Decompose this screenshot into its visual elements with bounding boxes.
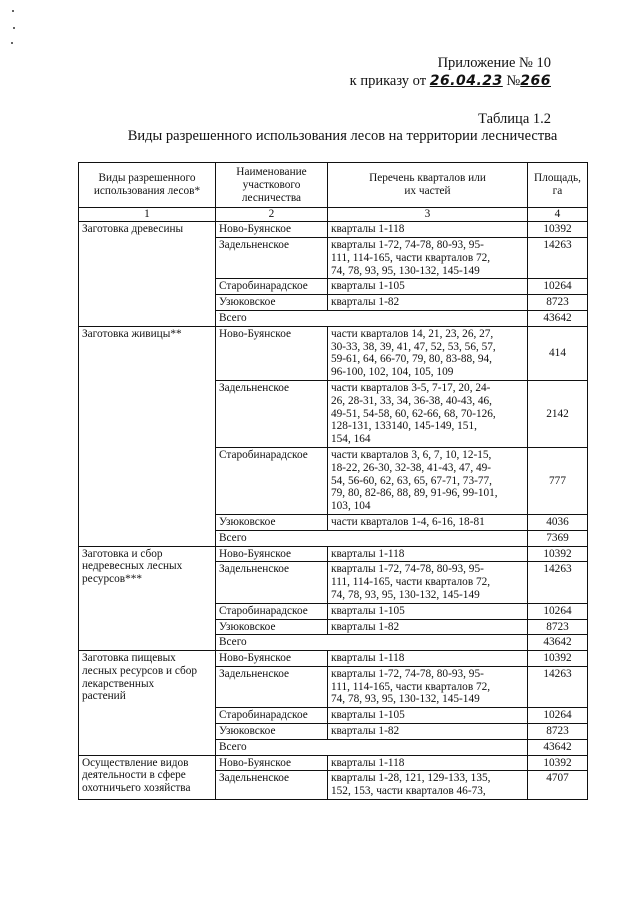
quarters-cell: кварталы 1-105 <box>328 708 528 724</box>
forestry-cell: Старобинарадское <box>216 603 328 619</box>
table-row <box>79 326 588 380</box>
area-cell: 8723 <box>528 724 588 740</box>
use-type-cell: Заготовка и сбор недревесных лесных ресурсов*** <box>79 546 216 651</box>
quarters-cell: кварталы 1-72, 74-78, 80-93, 95- 111, 114-165, части кварталов 72, 74, 78, 93, 95, 130-132, 145-149 <box>328 666 528 707</box>
area-cell: 10392 <box>528 651 588 667</box>
forestry-cell: Задельненское <box>216 666 328 707</box>
forestry-cell: Старобинарадское <box>216 447 328 514</box>
scan-speck <box>12 10 14 12</box>
quarters-cell: кварталы 1-82 <box>328 724 528 740</box>
column-number: 3 <box>328 208 528 222</box>
forestry-cell: Узюковское <box>216 619 328 635</box>
column-header: Наименование участкового лесничества <box>216 163 328 208</box>
use-type-cell: Осуществление видов деятельности в сфере охотничьего хозяйства <box>79 755 216 799</box>
column-header: Площадь, га <box>528 163 588 208</box>
area-cell: 8723 <box>528 619 588 635</box>
quarters-cell: кварталы 1-118 <box>328 222 528 238</box>
forestry-cell: Ново-Буянское <box>216 222 328 238</box>
quarters-cell: кварталы 1-72, 74-78, 80-93, 95- 111, 114-165, части кварталов 72, 74, 78, 93, 95, 130-132, 145-149 <box>328 562 528 603</box>
scan-speck <box>11 42 13 44</box>
forestry-cell: Задельненское <box>216 562 328 603</box>
quarters-cell: кварталы 1-118 <box>328 755 528 771</box>
area-cell: 4036 <box>528 514 588 530</box>
area-cell: 14263 <box>528 237 588 278</box>
total-value: 43642 <box>528 310 588 326</box>
forestry-cell: Ново-Буянское <box>216 326 328 380</box>
area-cell: 4707 <box>528 771 588 800</box>
document-title: Виды разрешенного использования лесов на территории лесничества <box>127 128 558 144</box>
area-cell: 777 <box>528 447 588 514</box>
quarters-cell: части кварталов 3-5, 7-17, 20, 24- 26, 28-31, 33, 34, 36-38, 40-43, 46, 49-51, 54-58, 60, 62-66, 68, 70-126, 128-131, 133140, 145-149, 151, 154, 164 <box>328 380 528 447</box>
quarters-cell: кварталы 1-118 <box>328 651 528 667</box>
quarters-cell: кварталы 1-105 <box>328 279 528 295</box>
forestry-cell: Задельненское <box>216 771 328 800</box>
table-row <box>79 222 588 238</box>
total-value: 43642 <box>528 635 588 651</box>
total-label: Всего <box>216 635 528 651</box>
table-row <box>79 546 588 562</box>
area-cell: 414 <box>528 326 588 380</box>
forestry-cell: Ново-Буянское <box>216 546 328 562</box>
total-label: Всего <box>216 530 528 546</box>
use-type-cell: Заготовка пищевых лесных ресурсов и сбор лекарственных растений <box>79 651 216 756</box>
use-type-cell: Заготовка живицы** <box>79 326 216 546</box>
appendix-block <box>350 54 551 90</box>
header-row <box>79 163 588 208</box>
order-date: 26.04.23 <box>429 73 503 89</box>
number-sign: № <box>506 73 521 89</box>
area-cell: 10392 <box>528 546 588 562</box>
forestry-cell: Узюковское <box>216 295 328 311</box>
forestry-cell: Ново-Буянское <box>216 755 328 771</box>
forest-use-table <box>78 162 588 800</box>
quarters-cell: части кварталов 3, 6, 7, 10, 12-15, 18-22, 26-30, 32-38, 41-43, 47, 49- 54, 56-60, 62, 63, 65, 67-71, 73-77, 79, 80, 82-86, 88, 89, 91-96, 99-101, 103, 104 <box>328 447 528 514</box>
forestry-cell: Старобинарадское <box>216 279 328 295</box>
area-cell: 10264 <box>528 708 588 724</box>
appendix-title: Приложение № 10 <box>437 55 551 71</box>
area-cell: 10264 <box>528 603 588 619</box>
column-numbers-row <box>79 208 588 222</box>
quarters-cell: кварталы 1-72, 74-78, 80-93, 95- 111, 114-165, части кварталов 72, 74, 78, 93, 95, 130-132, 145-149 <box>328 237 528 278</box>
order-prefix: к приказу от <box>349 73 427 89</box>
forestry-cell: Ново-Буянское <box>216 651 328 667</box>
forestry-cell: Старобинарадское <box>216 708 328 724</box>
column-number: 4 <box>528 208 588 222</box>
forestry-cell: Задельненское <box>216 237 328 278</box>
use-type-cell: Заготовка древесины <box>79 222 216 327</box>
total-label: Всего <box>216 739 528 755</box>
quarters-cell: кварталы 1-82 <box>328 619 528 635</box>
table-row <box>79 755 588 771</box>
forestry-cell: Задельненское <box>216 380 328 447</box>
total-label: Всего <box>216 310 528 326</box>
total-value: 7369 <box>528 530 588 546</box>
quarters-cell: части кварталов 1-4, 6-16, 18-81 <box>328 514 528 530</box>
quarters-cell: кварталы 1-28, 121, 129-133, 135, 152, 153, части кварталов 46-73, <box>328 771 528 800</box>
table-label: Таблица 1.2 <box>478 111 551 127</box>
area-cell: 10264 <box>528 279 588 295</box>
area-cell: 8723 <box>528 295 588 311</box>
area-cell: 2142 <box>528 380 588 447</box>
order-reference <box>350 72 551 90</box>
area-cell: 14263 <box>528 666 588 707</box>
quarters-cell: кварталы 1-105 <box>328 603 528 619</box>
order-number: 266 <box>520 73 551 89</box>
area-cell: 10392 <box>528 222 588 238</box>
forestry-cell: Узюковское <box>216 514 328 530</box>
quarters-cell: кварталы 1-82 <box>328 295 528 311</box>
area-cell: 14263 <box>528 562 588 603</box>
column-number: 1 <box>79 208 216 222</box>
area-cell: 10392 <box>528 755 588 771</box>
column-header: Виды разрешенного использования лесов* <box>79 163 216 208</box>
scan-speck <box>13 27 15 29</box>
quarters-cell: части кварталов 14, 21, 23, 26, 27, 30-33, 38, 39, 41, 47, 52, 53, 56, 57, 59-61, 64, 66-70, 79, 80, 83-88, 94, 96-100, 102, 104, 105, 109 <box>328 326 528 380</box>
total-value: 43642 <box>528 739 588 755</box>
column-number: 2 <box>216 208 328 222</box>
quarters-cell: кварталы 1-118 <box>328 546 528 562</box>
table-row <box>79 651 588 667</box>
column-header: Перечень кварталов или их частей <box>328 163 528 208</box>
forestry-cell: Узюковское <box>216 724 328 740</box>
